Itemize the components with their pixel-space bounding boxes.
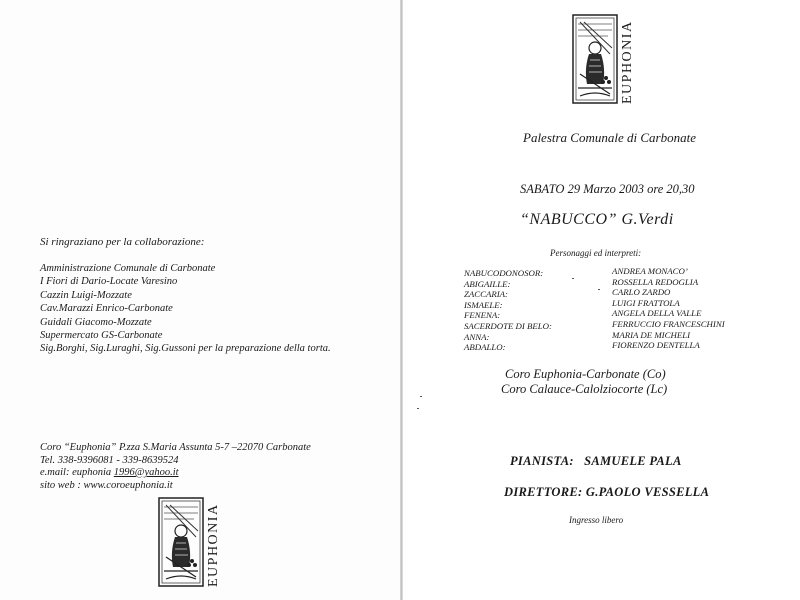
scan-speck (598, 289, 600, 290)
thanks-item: Guidali Giacomo-Mozzate (40, 316, 152, 328)
pianist-line: PIANISTA: SAMUELE PALA (510, 454, 682, 468)
contact-phone: Tel. 338-9396081 - 339-8639524 (40, 454, 179, 466)
thanks-item: Cav.Marazzi Enrico-Carbonate (40, 303, 173, 315)
cast-performers (612, 266, 725, 351)
cast-performer: FIORENZO DENTELLA (612, 340, 700, 351)
euphonia-logo (158, 497, 222, 587)
thanks-list (40, 262, 331, 356)
euphonia-wordmark: EUPHONIA (206, 503, 221, 587)
cast-role: ABDALLO: (464, 342, 506, 353)
email-prefix: e.mail: euphonia (40, 467, 114, 478)
choir-line: Coro Calauce-Calolziocorte (Lc) (501, 382, 668, 396)
contact-website[interactable]: sito web : www.coroeuphonia.it (40, 479, 173, 491)
contact-email (40, 467, 311, 480)
cast-heading: Personaggi ed interpreti: (550, 248, 642, 258)
thanks-item: I Fiori di Dario-Locate Varesino (40, 276, 178, 288)
cast-performer: LUIGI FRATTOLA (612, 297, 680, 308)
cast-performer: ROSSELLA REDOGLIA (612, 276, 699, 287)
cast-role: SACERDOTE DI BELO: (464, 320, 552, 331)
opera-title: “NABUCCO” G.Verdi (520, 211, 674, 228)
thanks-item: Sig.Borghi, Sig.Luraghi, Sig.Gussoni per la preparazione della torta. (40, 343, 331, 355)
euphonia-emblem-icon (572, 14, 618, 104)
contact-address: Coro “Euphonia” P.zza S.Maria Assunta 5-7 –22070 Carbonate (40, 442, 311, 453)
cast-performer: MARIA DE MICHELI (612, 329, 691, 340)
cast-performer: ANGELA DELLA VALLE (612, 308, 702, 319)
concert-date: SABATO 29 Marzo 2003 ore 20,30 (520, 182, 695, 196)
euphonia-wordmark: EUPHONIA (620, 20, 635, 104)
scan-speck (420, 396, 422, 397)
scan-speck (417, 408, 419, 409)
euphonia-logo (572, 14, 636, 104)
contact-block (40, 442, 311, 492)
cast-performer: CARLO ZARDO (612, 287, 671, 298)
thanks-item: Cazzin Luigi-Mozzate (40, 289, 132, 301)
director-line: DIRETTORE: G.PAOLO VESSELLA (504, 485, 710, 499)
cast-performer: FERRUCCIO FRANCESCHINI (612, 318, 725, 329)
euphonia-emblem-icon (158, 497, 204, 587)
cast-roles (464, 268, 552, 353)
scan-speck (572, 278, 574, 279)
cast-role: ISMAELE: (464, 299, 503, 310)
cast-role: ZACCARIA: (464, 289, 508, 300)
email-link[interactable]: 1996@yahoo.it (113, 467, 179, 478)
cast-role: NABUCODONOSOR: (464, 268, 544, 278)
choir-line: Coro Euphonia-Carbonate (Co) (505, 367, 666, 381)
page-fold (400, 0, 403, 600)
cast-role: ABIGAILLE: (464, 278, 511, 289)
entry-note: Ingresso libero (569, 515, 624, 525)
thanks-item: Supermercato GS-Carbonate (40, 330, 163, 342)
cast-role: FENENA: (464, 310, 501, 321)
cast-role: ANNA: (464, 331, 490, 342)
cast-performer: ANDREA MONACO’ (612, 266, 688, 276)
choirs-block (501, 367, 668, 397)
venue-title: Palestra Comunale di Carbonate (523, 130, 696, 145)
thanks-item: Amministrazione Comunale di Carbonate (40, 263, 216, 274)
thanks-title: Si ringraziano per la collaborazione: (40, 236, 205, 248)
